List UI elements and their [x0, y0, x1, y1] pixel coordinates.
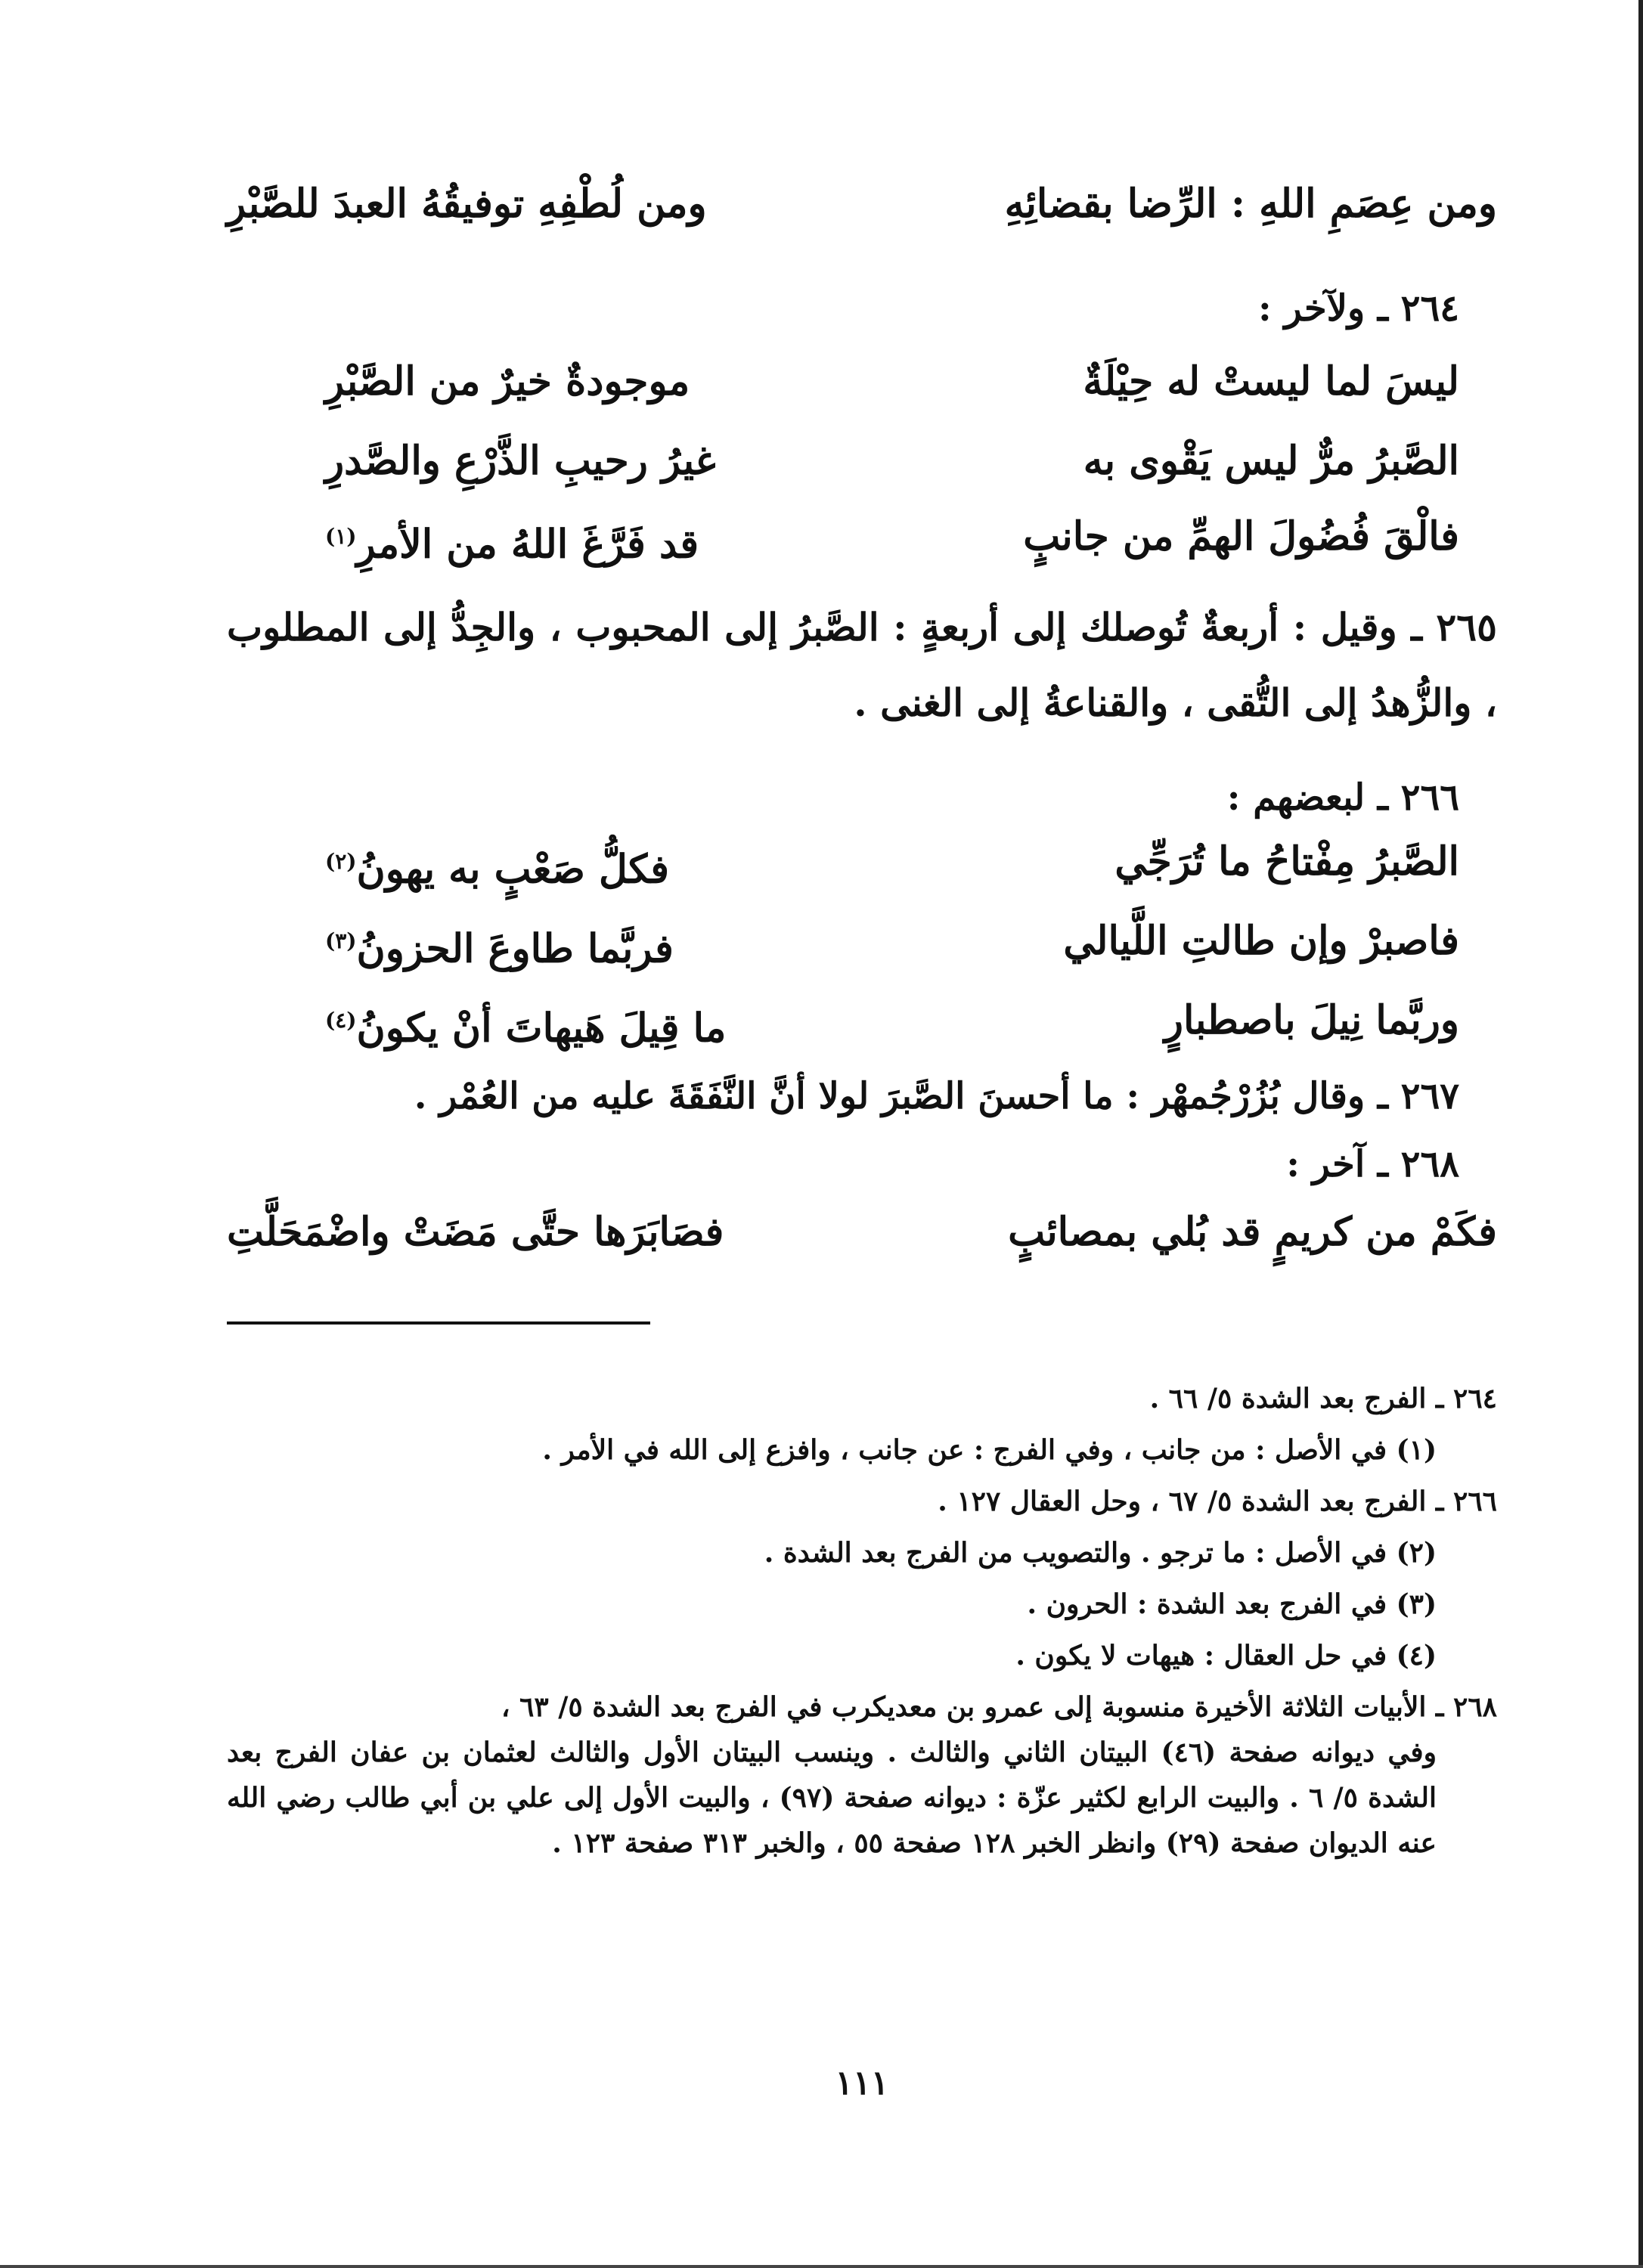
verse-first-hemistich: فالْقَ فُضُولَ الهمِّ من جانبٍ [1023, 513, 1459, 559]
footnote-marker: (٣) [325, 928, 357, 953]
footnote-marker: (٢) [325, 849, 357, 874]
footnote-4: (٤) في حل العقال : هيهات لا يكون . [1015, 1640, 1437, 1672]
page-number: ١١١ [835, 2064, 889, 2102]
entry-265-paragraph: ٢٦٥ ـ وقيل : أربعةٌ تُوصلك إلى أربعةٍ : الصَّبرُ إلى المحبوب ، والجِدُّ إلى المطلوب ، والزُّهدُ إلى التُّقى ، والقناعةُ إلى الغنى . [227, 605, 1497, 725]
verse-second-hemistich [325, 824, 870, 907]
verse-line [227, 423, 1497, 499]
footnote-source-266: ٢٦٦ ـ الفرج بعد الشدة ٥/ ٦٧ ، وحل العقال ١٢٧ . [938, 1486, 1497, 1517]
verse-first-hemistich: ليسَ لما ليستْ له حِيْلَةٌ [1083, 358, 1459, 404]
scan-edge-right [1638, 0, 1643, 2268]
verse-line [227, 983, 1497, 1058]
footnote-3: (٣) في الفرج بعد الشدة : الحرون . [1027, 1588, 1437, 1620]
book-page [227, 151, 1497, 2192]
verse-second-hemistich [325, 499, 870, 582]
footnote-marker: (١) [325, 524, 357, 549]
verse-second-hemistich [325, 983, 870, 1066]
verse-first-hemistich: فكَمْ من كريمٍ قد بُلي بمصائبٍ [1008, 1209, 1497, 1255]
scan-edge-bottom [0, 2265, 1643, 2268]
verse-second-hemistich: موجودةٌ خيرٌ من الصَّبْرِ [325, 358, 690, 404]
footnote-1: (١) في الأصل : من جانب ، وفي الفرج : عن جانب ، وافزع إلى الله في الأمر . [542, 1434, 1437, 1466]
verse-text: فربَّما طاوعَ الحزونُ [356, 925, 674, 972]
verse-first-hemistich: الصَّبرُ مِفْتاحُ ما تُرَجِّي [1114, 838, 1459, 885]
verse-line [227, 903, 1497, 979]
footnote-2: (٢) في الأصل : ما ترجو . والتصويب من الفرج بعد الشدة . [764, 1537, 1437, 1569]
verse-first-hemistich: ومن عِصَمِ اللهِ : الرِّضا بقضائِهِ [1004, 181, 1497, 227]
verse-second-hemistich: غيرُ رحيبِ الذَّرْعِ والصَّدرِ [325, 438, 716, 484]
footnote-source-264: ٢٦٤ ـ الفرج بعد الشدة ٥/ ٦٦ . [1149, 1383, 1497, 1414]
verse-text: قد فَرَّغَ اللهُ من الأمرِ [356, 521, 699, 568]
footnote-source-268 [227, 1684, 1497, 1866]
entry-heading-266: ٢٦٦ ـ لبعضهم : [1226, 776, 1459, 819]
verse-text: فكلُّ صَعْبٍ به يهونُ [356, 846, 669, 893]
verse-line [227, 1194, 1497, 1270]
entry-267-paragraph: ٢٦٧ ـ وقال بُزُرْجُمهْر : ما أحسنَ الصَّبرَ لولا أنَّ النَّفَقَةَ عليه من العُمْر . [414, 1075, 1459, 1117]
verse-first-hemistich: وربَّما نِيلَ باصطبارٍ [1164, 997, 1459, 1043]
entry-heading-264: ٢٦٤ ـ ولآخر : [1258, 287, 1459, 330]
verse-second-hemistich: فصَابَرَها حتَّى مَضَتْ واضْمَحَلَّتِ [227, 1209, 724, 1255]
footnote-268-lead: ٢٦٨ ـ الأبيات الثلاثة الأخيرة منسوبة إلى عمرو بن معديكرب في الفرج بعد الشدة ٥/ ٦٣ ، [501, 1691, 1497, 1723]
verse-first-hemistich: فاصبرْ وإن طالتِ اللَّيالي [1063, 918, 1459, 964]
verse-first-hemistich: الصَّبرُ مرٌّ ليس يَقْوى به [1083, 438, 1459, 484]
entry-heading-268: ٢٦٨ ـ آخر : [1286, 1143, 1459, 1185]
verse-second-hemistich [325, 903, 870, 987]
verse-line [227, 824, 1497, 900]
verse-line [227, 166, 1497, 242]
verse-line [227, 499, 1497, 575]
verse-line [227, 344, 1497, 420]
verse-text: ما قِيلَ هَيهاتَ أنْ يكونُ [356, 1005, 727, 1052]
verse-second-hemistich: ومن لُطْفِهِ توفيقُهُ العبدَ للصَّبْرِ [227, 181, 707, 227]
footnote-separator [227, 1321, 650, 1325]
footnote-268-continuation: وفي ديوانه صفحة (٤٦) البيتان الثاني والثالث . وينسب البيتان الأول والثالث لعثمان بن عفان الفرج بعد الشدة ٥/ ٦ . والبيت الرابع لكثير عزّة : ديوانه صفحة (٩٧) ، والبيت الأول إلى علي بن أبي طالب رضي الله عنه الديوان صفحة (٢٩) وانظر الخبر ١٢٨ صفحة ٥٥ ، والخبر ٣١٣ صفحة ١٢٣ . [227, 1737, 1437, 1859]
footnote-marker: (٤) [325, 1008, 357, 1033]
